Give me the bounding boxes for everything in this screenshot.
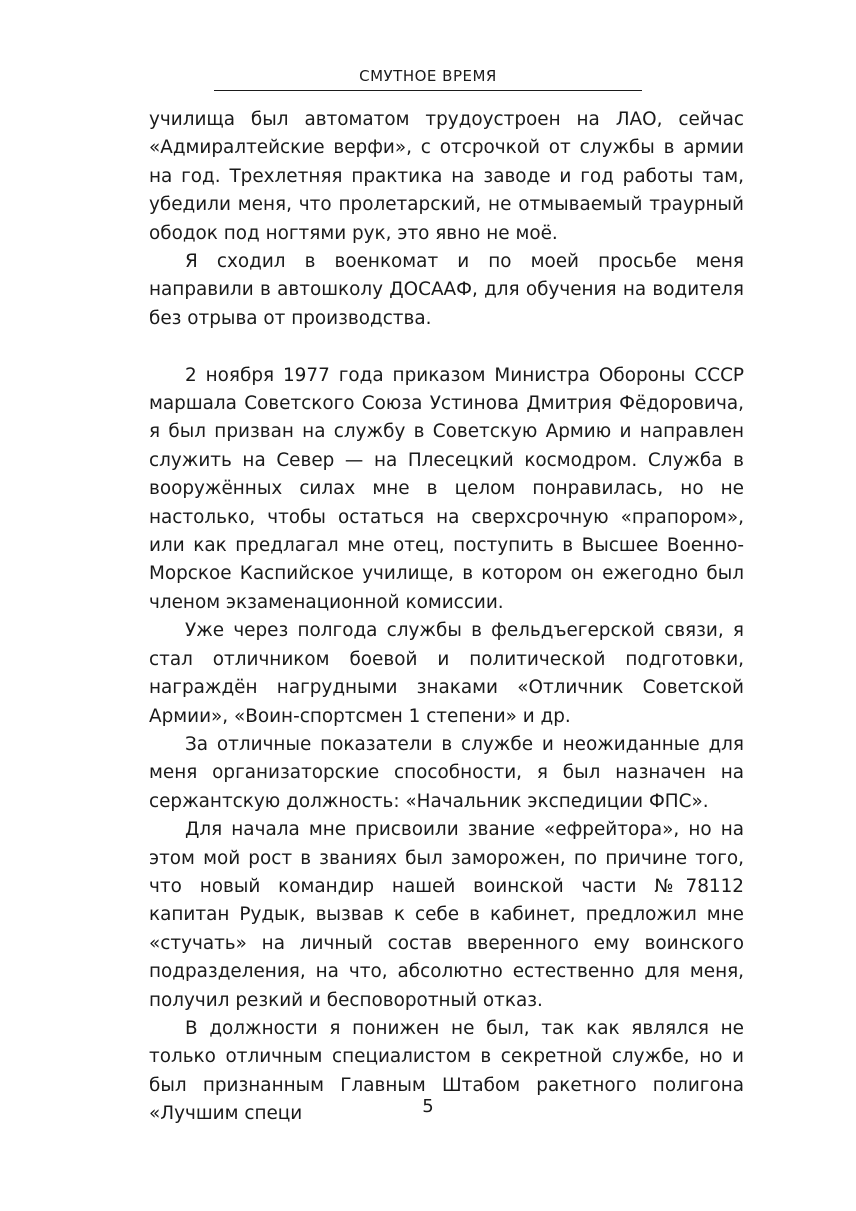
body-text [149, 106, 744, 1129]
paragraph-voenkomat: Я сходил в военкомат и по моей просьбе меня направили в автошколу ДОСААФ, для обучения на водителя без отрыва от производства. [149, 251, 744, 329]
paragraph-conscription: 2 ноября 1977 года приказом Министра Обороны СССР маршала Советского Союза Устинова Дмитрия Фёдоровича, я был призван на службу в Советскую Армию и направлен служить на Север — на Плесецкий космодром. Служба в вооружённых силах мне в целом понравилась, но не настолько, чтобы остаться на сверхсрочную «прапором», или как предлагал мне отец, поступить в Высшее Военно-Морское Каспийское училище, в котором он ежегодно был членом экзаменационной комиссии. [149, 364, 744, 613]
running-head-title: СМУТНОЕ ВРЕМЯ [359, 67, 497, 85]
header-rule [214, 90, 642, 91]
paragraph-excellence: Уже через полгода службы в фельдъегерской связи, я стал отличником боевой и политической подготовки, награждён нагрудными знаками «Отличник Советской Армии», «Воин-спортсмен 1 степени» и др. [149, 620, 744, 727]
paragraph-rank: Для начала мне присвоили звание «ефрейтора», но на этом мой рост в званиях был заморожен, по причине того, что новый командир нашей воинской части №78112 капитан Рудык, вызвав к себе в кабинет, предложил мне «стучать» на личный состав вверенного ему воинского подразделения, на что, абсолютно естественно для меня, получил резкий и бесповоротный отказ. [149, 819, 744, 1011]
paragraph-position: В должности я понижен не был, так как являлся не только отличным специалистом в секретной службе, но и был признанным Главным Штабом ракетного полигона «Лучшим специ [149, 1017, 744, 1125]
page-number: 5 [422, 1096, 434, 1117]
paragraph-appointment: За отличные показатели в службе и неожиданные для меня организаторские способности, я был назначен на сержантскую должность: «Начальник экспедиции ФПС». [149, 733, 744, 812]
paragraph-continuation: училища был автоматом трудоустроен на ЛАО, сейчас «Адмиралтейские верфи», с отсрочкой от службы в армии на год. Трехлетняя практика на заводе и год работы там, убедили меня, что пролетарский, не отмываемый траурный ободок под ногтями рук, это явно не моё. [149, 109, 744, 244]
